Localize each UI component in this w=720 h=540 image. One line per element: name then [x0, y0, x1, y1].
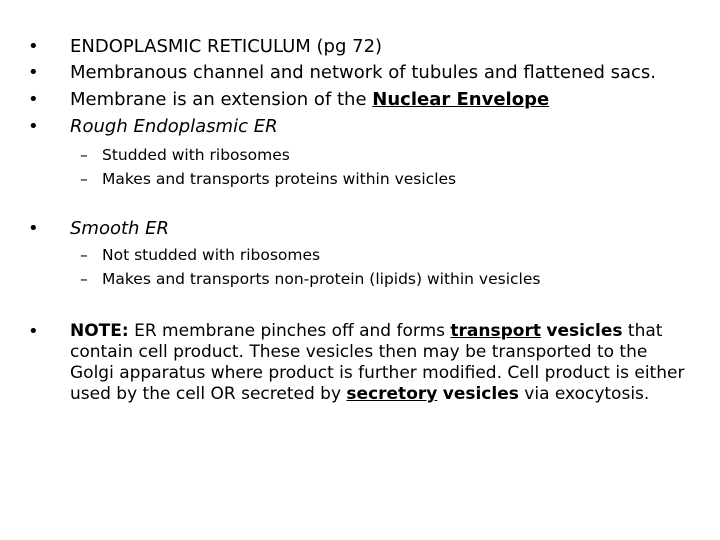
note-text-3: via exocytosis. [518, 384, 650, 404]
bullet-marker: • [28, 321, 39, 342]
vesicles-term-1: vesicles [546, 321, 623, 341]
bullet-marker: • [28, 218, 39, 239]
note-paragraph [70, 321, 685, 405]
extension-text: Membrane is an extension of the [70, 89, 373, 110]
sub-text: Makes and transports proteins within vesicles [102, 170, 457, 188]
sub-text: Makes and transports non-protein (lipids) within vesicles [102, 270, 541, 288]
note-text-2: that contain cell product. These vesicles then may be transported to the Golgi apparatus where product is further modified. Cell product is either used by the cell OR secreted by [70, 321, 685, 404]
bullet-marker: • [28, 62, 39, 83]
bullet-marker: • [28, 89, 39, 110]
bullet-marker: • [28, 36, 39, 57]
bullet-marker: • [28, 116, 39, 137]
rough-er-title: Rough Endoplasmic ER [70, 116, 278, 137]
dash-marker: – [80, 270, 88, 288]
dash-marker: – [80, 146, 88, 164]
dash-marker: – [80, 170, 88, 188]
sub-text: Not studded with ribosomes [102, 246, 321, 264]
dash-marker: – [80, 246, 88, 264]
er-title: ENDOPLASMIC RETICULUM [70, 36, 311, 57]
page-reference: (pg 72) [310, 36, 383, 57]
bullet-text [70, 36, 382, 58]
nuclear-envelope-term: Nuclear Envelope [372, 89, 550, 110]
note-text-1: ER membrane pinches off and forms [128, 321, 451, 341]
sub-text: Studded with ribosomes [102, 146, 290, 164]
note-label: NOTE: [70, 321, 129, 341]
vesicles-term-2: vesicles [442, 384, 519, 404]
transport-term: transport [450, 321, 541, 341]
bullet-text [70, 89, 549, 111]
bullet-text: Membranous channel and network of tubules and flattened sacs. [70, 62, 657, 83]
smooth-er-title: Smooth ER [70, 218, 170, 239]
secretory-term: secretory [346, 384, 438, 404]
